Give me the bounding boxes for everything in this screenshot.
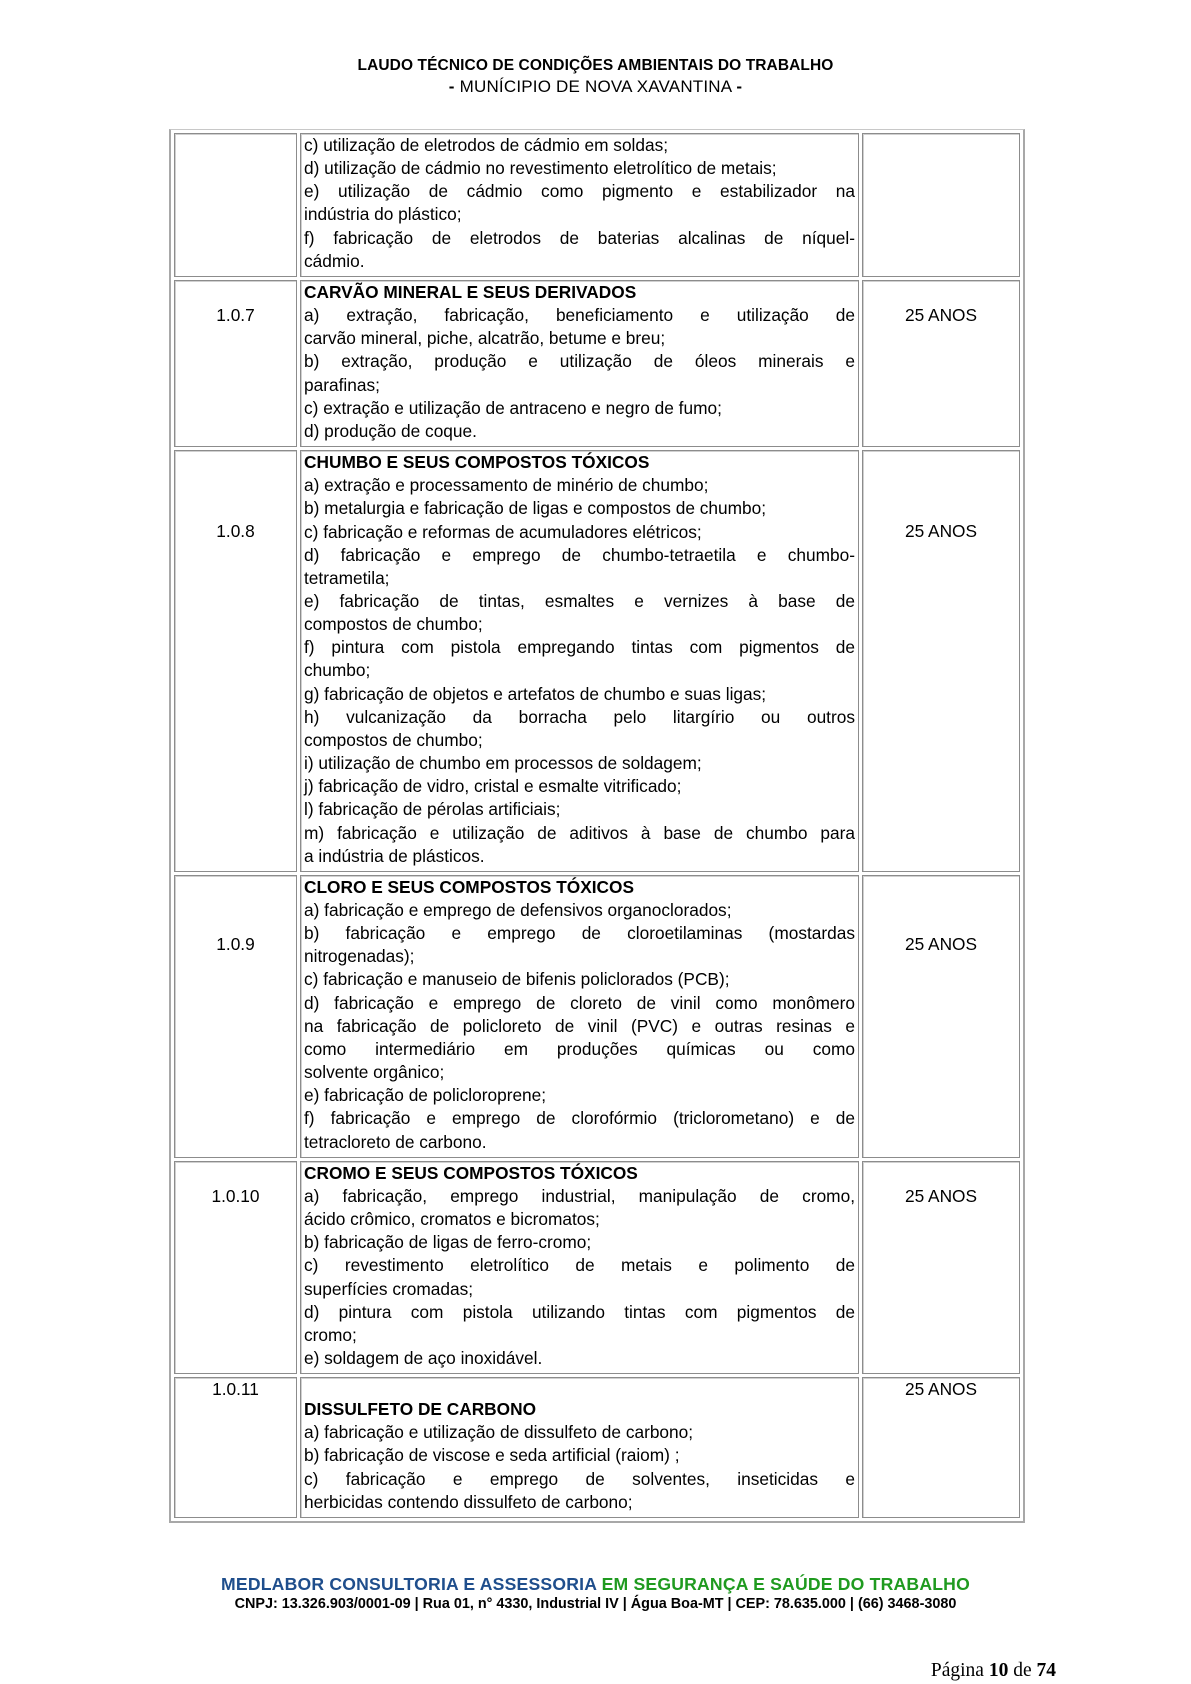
activity-line: d) produção de coque. [304, 420, 477, 441]
activity-line: a) fabricação e utilização de dissulfeto de carbono; [304, 1422, 694, 1443]
agent-title: CROMO E SEUS COMPOSTOS TÓXICOS [304, 1162, 638, 1183]
activity-line: superfícies cromadas; [304, 1278, 474, 1299]
subtitle-text: MUNÍCIPIO DE NOVA XAVANTINA [459, 77, 732, 96]
activity-line: f) fabricação de eletrodos de baterias alcalinas de níquel- [304, 227, 855, 248]
agent-code-cell: 1.0.11 [174, 1377, 297, 1518]
footer-company-name: MEDLABOR CONSULTORIA E ASSESSORIA [221, 1574, 597, 1594]
activity-line: b) extração, produção e utilização de óleos minerais e [304, 351, 855, 372]
document-subtitle [0, 76, 1191, 98]
agents-table-wrapper [169, 129, 1025, 1523]
activity-line: ácido crômico, cromatos e bicromatos; [304, 1209, 600, 1230]
activity-line: b) fabricação de ligas de ferro-cromo; [304, 1232, 592, 1253]
activity-line: d) fabricação e emprego de cloreto de vinil como monômero [304, 992, 855, 1013]
activity-line: c) fabricação e emprego de solventes, inseticidas e [304, 1468, 855, 1489]
agent-title: CARVÃO MINERAL E SEUS DERIVADOS [304, 281, 637, 302]
activity-line: carvão mineral, piche, alcatrão, betume e breu; [304, 328, 666, 349]
activity-line: g) fabricação de objetos e artefatos de chumbo e suas ligas; [304, 683, 767, 704]
activity-line: e) fabricação de policloroprene; [304, 1085, 547, 1106]
activity-line: nitrogenadas); [304, 946, 415, 967]
page-label: Página [930, 1660, 984, 1681]
activity-line: e) utilização de cádmio como pigmento e estabilizador na [304, 181, 855, 202]
activity-line: d) fabricação e emprego de chumbo-tetraetila e chumbo- [304, 544, 855, 565]
activity-line: d) pintura com pistola utilizando tintas com pigmentos de [304, 1301, 855, 1322]
page-footer [0, 1573, 1191, 1613]
agent-description-cell [300, 1377, 859, 1518]
table-row [174, 133, 1020, 277]
page-of: de [1013, 1660, 1032, 1681]
agent-title: CHUMBO E SEUS COMPOSTOS TÓXICOS [304, 452, 650, 473]
activity-line: a indústria de plásticos. [304, 845, 485, 866]
activity-line: b) fabricação de viscose e seda artificial (raiom) ; [304, 1445, 680, 1466]
page-number [931, 1660, 1056, 1682]
activity-line: a) fabricação e emprego de defensivos organoclorados; [304, 900, 732, 920]
table-row [174, 450, 1020, 872]
activity-line: f) pintura com pistola empregando tintas com pigmentos de [304, 637, 855, 658]
activity-line: solvente orgânico; [304, 1062, 445, 1083]
activity-line: c) extração e utilização de antraceno e negro de fumo; [304, 397, 722, 418]
activity-line: a) extração e processamento de minério de chumbo; [304, 475, 709, 496]
activity-line: j) fabricação de vidro, cristal e esmalte vitrificado; [304, 776, 682, 797]
activity-line: h) vulcanização da borracha pelo litargírio ou outros [304, 706, 855, 727]
activity-line: compostos de chumbo; [304, 614, 483, 635]
document-title: LAUDO TÉCNICO DE CONDIÇÕES AMBIENTAIS DO TRABALHO [357, 57, 834, 74]
exposure-time-cell: 25 ANOS [862, 1161, 1020, 1374]
activity-line: tetrametila; [304, 567, 390, 588]
agent-description-cell [300, 133, 859, 277]
table-row [174, 1161, 1020, 1374]
agent-description-cell [300, 875, 859, 1158]
agent-code-cell [174, 133, 297, 277]
activity-line: cádmio. [304, 250, 365, 271]
exposure-time-cell: 25 ANOS [862, 1377, 1020, 1518]
activity-line: m) fabricação e utilização de aditivos à base de chumbo para [304, 822, 855, 843]
agent-title: CLORO E SEUS COMPOSTOS TÓXICOS [304, 876, 634, 897]
agent-description-cell [300, 280, 859, 447]
activity-line: na fabricação de policloreto de vinil (PVC) e outras resinas e [304, 1015, 855, 1036]
activity-line: d) utilização de cádmio no revestimento eletrolítico de metais; [304, 158, 777, 179]
agents-table-body [174, 133, 1020, 1518]
activity-line: e) fabricação de tintas, esmaltes e vernizes à base de [304, 590, 855, 611]
agent-code-cell: 1.0.9 [174, 875, 297, 1158]
subtitle-dash-left: - [448, 77, 455, 96]
footer-company-tagline: EM SEGURANÇA E SAÚDE DO TRABALHO [601, 1574, 970, 1594]
activity-line: compostos de chumbo; [304, 729, 483, 750]
activity-line: f) fabricação e emprego de clorofórmio (triclorometano) e de [304, 1108, 855, 1129]
activity-line: tetracloreto de carbono. [304, 1131, 487, 1152]
exposure-time-cell: 25 ANOS [862, 450, 1020, 872]
activity-line: herbicidas contendo dissulfeto de carbono; [304, 1491, 633, 1512]
footer-address: CNPJ: 13.326.903/0001-09 | Rua 01, n° 4330, Industrial IV | Água Boa-MT | CEP: 78.635.000 | (66) 3468-3080 [234, 1596, 957, 1612]
page-total: 74 [1036, 1660, 1056, 1681]
activity-line: i) utilização de chumbo em processos de soldagem; [304, 753, 702, 774]
page-header [0, 56, 1191, 98]
activity-line: b) fabricação e emprego de cloroetilaminas (mostardas [304, 923, 855, 944]
activity-line: l) fabricação de pérolas artificiais; [304, 799, 561, 820]
activity-line: b) metalurgia e fabricação de ligas e compostos de chumbo; [304, 498, 767, 519]
table-row [174, 280, 1020, 447]
agent-description-cell [300, 450, 859, 872]
exposure-time-cell [862, 133, 1020, 277]
footer-company [0, 1573, 1191, 1595]
activity-line: a) extração, fabricação, beneficiamento e utilização de [304, 305, 855, 326]
page-current: 10 [988, 1660, 1009, 1681]
exposure-time-cell: 25 ANOS [862, 875, 1020, 1158]
agent-description-cell [300, 1161, 859, 1374]
agent-code-cell: 1.0.7 [174, 280, 297, 447]
agents-table [171, 130, 1023, 1521]
exposure-time-cell: 25 ANOS [862, 280, 1020, 447]
activity-line: parafinas; [304, 374, 380, 395]
activity-line: c) fabricação e reformas de acumuladores elétricos; [304, 521, 702, 542]
activity-line: c) fabricação e manuseio de bifenis policlorados (PCB); [304, 969, 730, 990]
activity-line: e) soldagem de aço inoxidável. [304, 1347, 543, 1368]
subtitle-dash-right: - [736, 77, 743, 96]
activity-line: cromo; [304, 1324, 357, 1345]
agent-code-cell: 1.0.10 [174, 1161, 297, 1374]
activity-line: c) utilização de eletrodos de cádmio em soldas; [304, 135, 669, 155]
agent-title: DISSULFETO DE CARBONO [304, 1399, 537, 1420]
table-row [174, 1377, 1020, 1518]
table-row [174, 875, 1020, 1158]
activity-line: como intermediário em produções químicas ou como [304, 1038, 855, 1059]
activity-line: c) revestimento eletrolítico de metais e polimento de [304, 1255, 855, 1276]
activity-line: a) fabricação, emprego industrial, manipulação de cromo, [304, 1185, 855, 1206]
activity-line: indústria do plástico; [304, 204, 462, 225]
activity-line: chumbo; [304, 660, 371, 681]
agent-code-cell: 1.0.8 [174, 450, 297, 872]
